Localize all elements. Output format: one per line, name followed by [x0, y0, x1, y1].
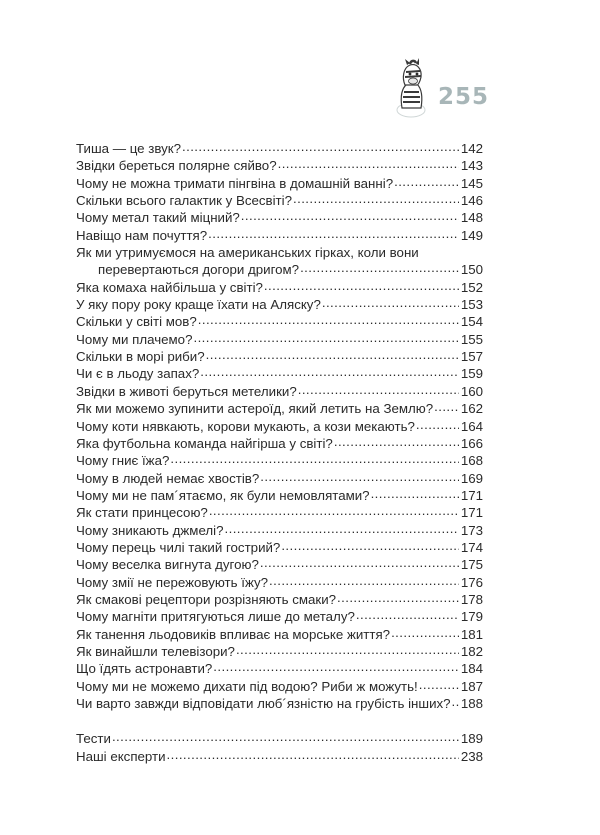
dot-leader — [281, 540, 458, 552]
toc-entry-page: 174 — [460, 539, 483, 555]
toc-entry-page: 159 — [460, 366, 483, 382]
toc-entry-page: 179 — [460, 609, 483, 625]
toc-entry-title: Чому зникають джмелі? — [76, 522, 224, 538]
toc-entry-title: Чому змії не пережовують їжу? — [76, 574, 269, 590]
toc-entry-title: Тиша — це звук? — [76, 141, 181, 156]
toc-entry[interactable] — [76, 522, 483, 539]
dot-leader — [241, 210, 459, 222]
toc-entry[interactable] — [76, 678, 483, 695]
dot-leader — [193, 332, 458, 344]
toc-entry[interactable] — [76, 556, 483, 573]
toc-entry-title: Чому коти нявкають, корови мукають, а кози мекають? — [76, 418, 415, 434]
dot-leader — [200, 366, 459, 378]
toc-entry[interactable] — [76, 539, 483, 556]
toc-entry[interactable] — [76, 244, 483, 279]
toc-entry-title: Чому метал такий міцний? — [76, 210, 240, 226]
toc-entry-title: Чи варто завжди відповідати люб´язністю на грубість інших? — [76, 696, 451, 711]
dot-leader — [213, 661, 459, 673]
dot-leader — [182, 141, 459, 153]
toc-entry[interactable] — [76, 591, 483, 608]
toc-entry-page: 168 — [460, 453, 483, 469]
toc-entry-page: 149 — [460, 227, 483, 243]
dot-leader — [391, 627, 459, 639]
toc-entry[interactable] — [76, 418, 483, 435]
toc-entry[interactable] — [76, 331, 483, 348]
toc-entry-page: 169 — [460, 470, 483, 486]
toc-entry-title: Як винайшли телевізори? — [76, 643, 235, 659]
toc-entry-page: 176 — [460, 574, 483, 590]
toc-entry[interactable] — [76, 748, 483, 765]
toc-entry-title: Як смакові рецептори розрізняють смаки? — [76, 591, 337, 607]
toc-entry-page: 188 — [460, 696, 483, 711]
zebra-icon — [390, 58, 434, 118]
dot-leader — [208, 228, 459, 240]
dot-leader — [260, 471, 459, 483]
toc-entry-page: 157 — [460, 349, 483, 365]
dot-leader — [269, 575, 459, 587]
toc-entry-page: 145 — [460, 175, 483, 191]
toc-entry-page: 175 — [460, 557, 483, 573]
toc-entry-page: 162 — [460, 401, 483, 417]
toc-entry[interactable] — [76, 504, 483, 521]
dot-leader — [434, 401, 459, 413]
toc-entry-page: 152 — [460, 279, 483, 295]
dot-leader — [452, 696, 459, 708]
toc-entry-page: 146 — [460, 193, 483, 209]
toc-entry-title: Наші експерти — [76, 748, 166, 764]
toc-entry[interactable] — [76, 348, 483, 365]
toc-entry[interactable] — [76, 209, 483, 226]
toc-entry[interactable] — [76, 695, 483, 712]
toc-entry-page: 166 — [460, 435, 483, 451]
dot-leader — [394, 176, 459, 188]
table-of-contents — [76, 140, 483, 765]
toc-entry-title: У яку пору року краще їхати на Аляску? — [76, 297, 321, 313]
toc-entry-title: Як стати принцесою? — [76, 505, 208, 521]
toc-entry-page: 178 — [460, 591, 483, 607]
dot-leader — [416, 419, 459, 431]
dot-leader — [300, 262, 459, 274]
toc-entry-title: Чому в людей немає хвостів? — [76, 470, 260, 486]
dot-leader — [198, 314, 459, 326]
toc-entry-page: 238 — [460, 748, 483, 764]
toc-entry-page: 142 — [460, 141, 483, 156]
toc-entry[interactable] — [76, 279, 483, 296]
toc-entry-title: Звідки в животі беруться метелики? — [76, 383, 297, 399]
toc-entry-title: Чи є в льоду запах? — [76, 366, 200, 382]
page-number: 255 — [438, 84, 490, 110]
toc-entry-title: Скільки у світі мов? — [76, 314, 197, 330]
toc-entry-title: Чому ми не можемо дихати під водою? Риби ж можуть! — [76, 678, 418, 694]
toc-entry[interactable] — [76, 313, 483, 330]
toc-entry-title: Як танення льодовиків впливає на морське життя? — [76, 626, 391, 642]
toc-entry[interactable] — [76, 365, 483, 382]
toc-entry-title: Тести — [76, 731, 111, 747]
dot-leader — [371, 488, 459, 500]
dot-leader — [236, 644, 459, 656]
dot-leader — [264, 280, 459, 292]
toc-entry-page: 154 — [460, 314, 483, 330]
toc-entry-title: Чому гниє їжа? — [76, 453, 170, 469]
toc-entry-page: 164 — [460, 418, 483, 434]
toc-entry-page: 160 — [460, 383, 483, 399]
dot-leader — [298, 384, 459, 396]
dot-leader — [170, 453, 458, 465]
toc-entry[interactable] — [76, 643, 483, 660]
toc-entry[interactable] — [76, 660, 483, 677]
toc-entry-title: Чому ми плачемо? — [76, 331, 193, 347]
dot-leader — [278, 158, 459, 170]
toc-entry-page: 171 — [460, 505, 483, 521]
dot-leader — [322, 297, 459, 309]
toc-entry[interactable] — [76, 400, 483, 417]
toc-entry-page: 150 — [460, 262, 483, 278]
toc-entry-title: Чому перець чилі такий гострий? — [76, 539, 281, 555]
dot-leader — [112, 731, 459, 743]
dot-leader — [337, 592, 459, 604]
toc-entry-title: Що їдять астронавти? — [76, 661, 213, 677]
toc-entry[interactable] — [76, 157, 483, 174]
dot-leader — [209, 505, 459, 517]
toc-entry-title: Чому ми не пам´ятаємо, як були немовлятами? — [76, 487, 370, 503]
toc-entry-page: 148 — [460, 210, 483, 226]
toc-entry-title: Скільки всього галактик у Всесвіті? — [76, 193, 292, 209]
toc-entry[interactable] — [76, 227, 483, 244]
toc-entry[interactable] — [76, 470, 483, 487]
toc-entry-page: 184 — [460, 661, 483, 677]
toc-entry[interactable] — [76, 608, 483, 625]
toc-entry-title: Чому не можна тримати пінгвіна в домашній ванні? — [76, 175, 394, 191]
toc-entry-page: 181 — [460, 626, 483, 642]
dot-leader — [167, 749, 459, 761]
toc-entry[interactable] — [76, 626, 483, 643]
toc-entry[interactable] — [76, 574, 483, 591]
toc-entry-page: 153 — [460, 297, 483, 313]
toc-entry-page: 187 — [460, 678, 483, 694]
toc-entry[interactable] — [76, 452, 483, 469]
dot-leader — [206, 349, 459, 361]
toc-entry-page: 155 — [460, 331, 483, 347]
toc-entry[interactable] — [76, 383, 483, 400]
toc-entry-title-continued: перевертаються догори дригом? — [98, 262, 300, 278]
toc-entry[interactable] — [76, 296, 483, 313]
dot-leader — [293, 193, 459, 205]
toc-entry[interactable] — [76, 487, 483, 504]
toc-entry[interactable] — [76, 730, 483, 747]
toc-entry[interactable] — [76, 175, 483, 192]
toc-entry[interactable] — [76, 140, 483, 157]
toc-entry-title: Скільки в морі риби? — [76, 349, 205, 365]
toc-entry[interactable] — [76, 192, 483, 209]
dot-leader — [225, 523, 459, 535]
toc-entry-page: 182 — [460, 643, 483, 659]
toc-entry-page: 173 — [460, 522, 483, 538]
toc-entry-title: Як ми утримуємося на американських гірках, коли вони — [76, 245, 419, 261]
toc-entry-title: Навіщо нам почуття? — [76, 227, 208, 243]
dot-leader — [260, 557, 459, 569]
toc-entry-title: Як ми можемо зупинити астероїд, який летить на Землю? — [76, 401, 434, 417]
toc-entry-page: 171 — [460, 487, 483, 503]
toc-entry-page: 189 — [460, 731, 483, 747]
toc-entry-title: Яка комаха найбільша у світі? — [76, 279, 263, 295]
toc-entry-title: Чому веселка вигнута дугою? — [76, 557, 259, 573]
dot-leader — [419, 679, 459, 691]
toc-entry-title: Звідки береться полярне сяйво? — [76, 158, 277, 174]
toc-entry-title: Чому магніти притягуються лише до металу? — [76, 609, 355, 625]
dot-leader — [356, 609, 459, 621]
dot-leader — [334, 436, 459, 448]
section-spacer — [76, 712, 483, 730]
toc-entry-page: 143 — [460, 158, 483, 174]
toc-entry-title: Яка футбольна команда найгірша у світі? — [76, 435, 333, 451]
toc-entry[interactable] — [76, 435, 483, 452]
